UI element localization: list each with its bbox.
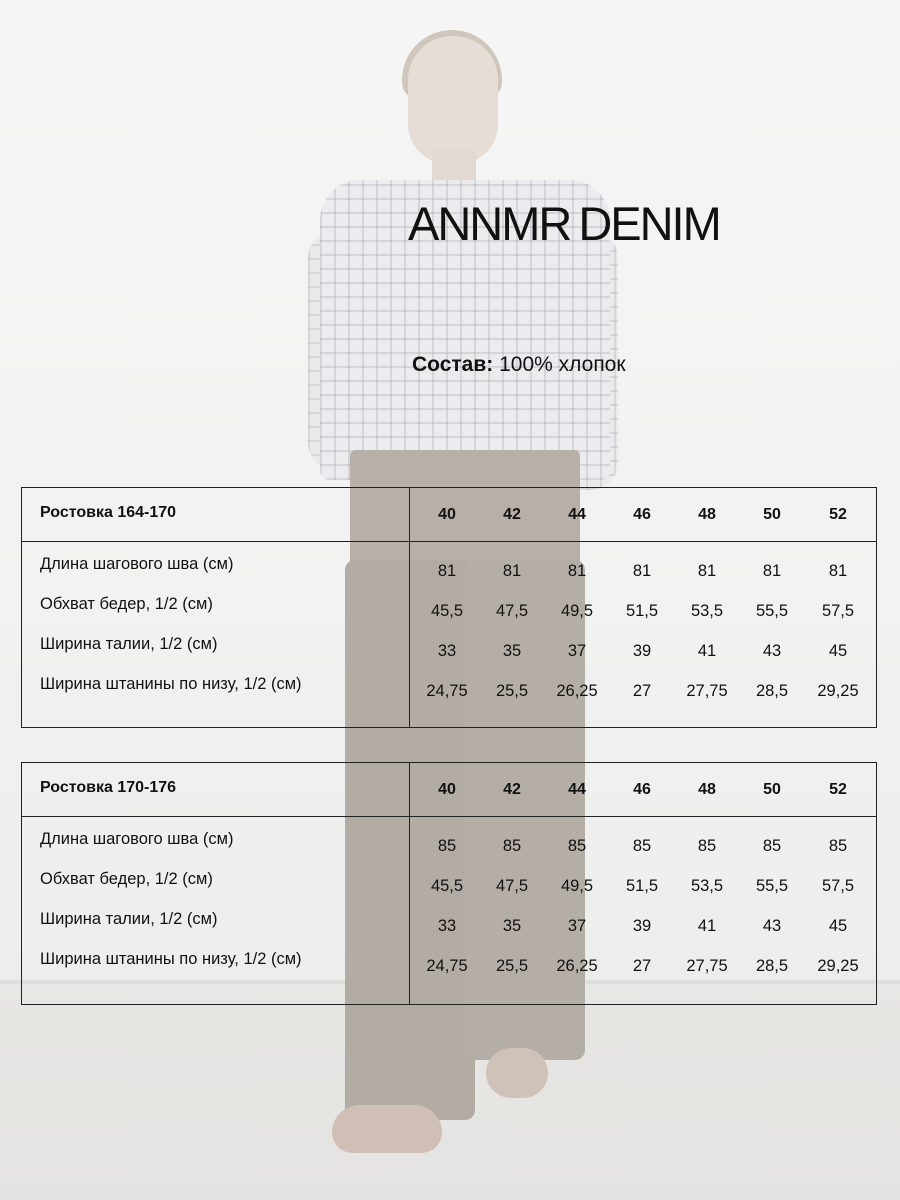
size-header: 40 [438, 506, 456, 523]
table-cell: 43 [762, 642, 782, 660]
table-cell: 85 [437, 837, 457, 855]
table-cell: 85 [567, 837, 587, 855]
table-cell: 81 [762, 562, 782, 580]
size-table-164-170 [21, 487, 877, 728]
table-cell: 53,5 [690, 602, 724, 620]
table-title: Ростовка 164-170 [40, 504, 177, 521]
table-cell: 47,5 [495, 877, 529, 895]
table-cell: 29,25 [817, 682, 859, 700]
table-divider-horizontal [22, 541, 876, 542]
table-cell: 37 [567, 642, 587, 660]
brand-name-part2: DENIM [578, 197, 720, 250]
table-cell: 85 [632, 837, 652, 855]
size-header: 40 [438, 781, 456, 798]
table-cell: 26,25 [556, 957, 598, 975]
table-title: Ростовка 170-176 [40, 779, 177, 796]
table-cell: 27 [632, 957, 652, 975]
table-cell: 51,5 [625, 602, 659, 620]
composition-label: Состав: [412, 353, 494, 376]
table-cell: 85 [762, 837, 782, 855]
size-header: 50 [763, 506, 781, 523]
table-cell: 28,5 [755, 957, 789, 975]
table-cell: 81 [502, 562, 522, 580]
row-label: Ширина талии, 1/2 (см) [40, 910, 218, 928]
table-cell: 33 [437, 917, 457, 935]
table-cell: 41 [697, 917, 717, 935]
table-cell: 37 [567, 917, 587, 935]
table-cell: 27 [632, 682, 652, 700]
size-header: 48 [698, 781, 716, 798]
row-label: Обхват бедер, 1/2 (см) [40, 595, 213, 613]
size-header: 48 [698, 506, 716, 523]
table-cell: 39 [632, 642, 652, 660]
table-cell: 55,5 [755, 602, 789, 620]
table-cell: 24,75 [426, 957, 468, 975]
table-cell: 26,25 [556, 682, 598, 700]
table-cell: 41 [697, 642, 717, 660]
table-cell: 81 [632, 562, 652, 580]
table-cell: 33 [437, 642, 457, 660]
table-cell: 81 [437, 562, 457, 580]
size-header: 42 [503, 506, 521, 523]
row-label: Обхват бедер, 1/2 (см) [40, 870, 213, 888]
size-header: 52 [829, 781, 847, 798]
table-cell: 29,25 [817, 957, 859, 975]
size-header: 44 [568, 781, 586, 798]
table-divider-horizontal [22, 816, 876, 817]
table-cell: 25,5 [495, 957, 529, 975]
table-cell: 27,75 [686, 957, 728, 975]
table-cell: 27,75 [686, 682, 728, 700]
table-cell: 57,5 [821, 877, 855, 895]
row-label: Ширина штанины по низу, 1/2 (см) [40, 675, 302, 693]
row-label: Ширина штанины по низу, 1/2 (см) [40, 950, 302, 968]
table-cell: 53,5 [690, 877, 724, 895]
table-cell: 55,5 [755, 877, 789, 895]
table-cell: 51,5 [625, 877, 659, 895]
table-cell: 25,5 [495, 682, 529, 700]
table-cell: 57,5 [821, 602, 855, 620]
table-cell: 28,5 [755, 682, 789, 700]
composition-value: 100% хлопок [493, 353, 626, 376]
table-cell: 85 [502, 837, 522, 855]
table-cell: 49,5 [560, 602, 594, 620]
table-cell: 81 [828, 562, 848, 580]
size-header: 42 [503, 781, 521, 798]
table-cell: 85 [697, 837, 717, 855]
size-header: 46 [633, 781, 651, 798]
table-cell: 43 [762, 917, 782, 935]
row-label: Длина шагового шва (см) [40, 830, 234, 848]
table-divider-vertical [409, 763, 410, 1004]
brand-name-part1: ANNMR [408, 197, 571, 250]
size-header: 46 [633, 506, 651, 523]
table-cell: 45 [828, 642, 848, 660]
size-table-170-176 [21, 762, 877, 1005]
table-cell: 81 [697, 562, 717, 580]
row-label: Длина шагового шва (см) [40, 555, 234, 573]
table-cell: 47,5 [495, 602, 529, 620]
table-cell: 45,5 [430, 877, 464, 895]
size-header: 44 [568, 506, 586, 523]
table-cell: 45 [828, 917, 848, 935]
row-label: Ширина талии, 1/2 (см) [40, 635, 218, 653]
composition-line [412, 350, 752, 380]
table-cell: 39 [632, 917, 652, 935]
table-cell: 45,5 [430, 602, 464, 620]
size-header: 52 [829, 506, 847, 523]
table-divider-vertical [409, 488, 410, 727]
table-cell: 85 [828, 837, 848, 855]
table-cell: 35 [502, 642, 522, 660]
table-cell: 24,75 [426, 682, 468, 700]
table-cell: 35 [502, 917, 522, 935]
size-header: 50 [763, 781, 781, 798]
brand-logo [408, 194, 748, 254]
table-cell: 49,5 [560, 877, 594, 895]
table-cell: 81 [567, 562, 587, 580]
